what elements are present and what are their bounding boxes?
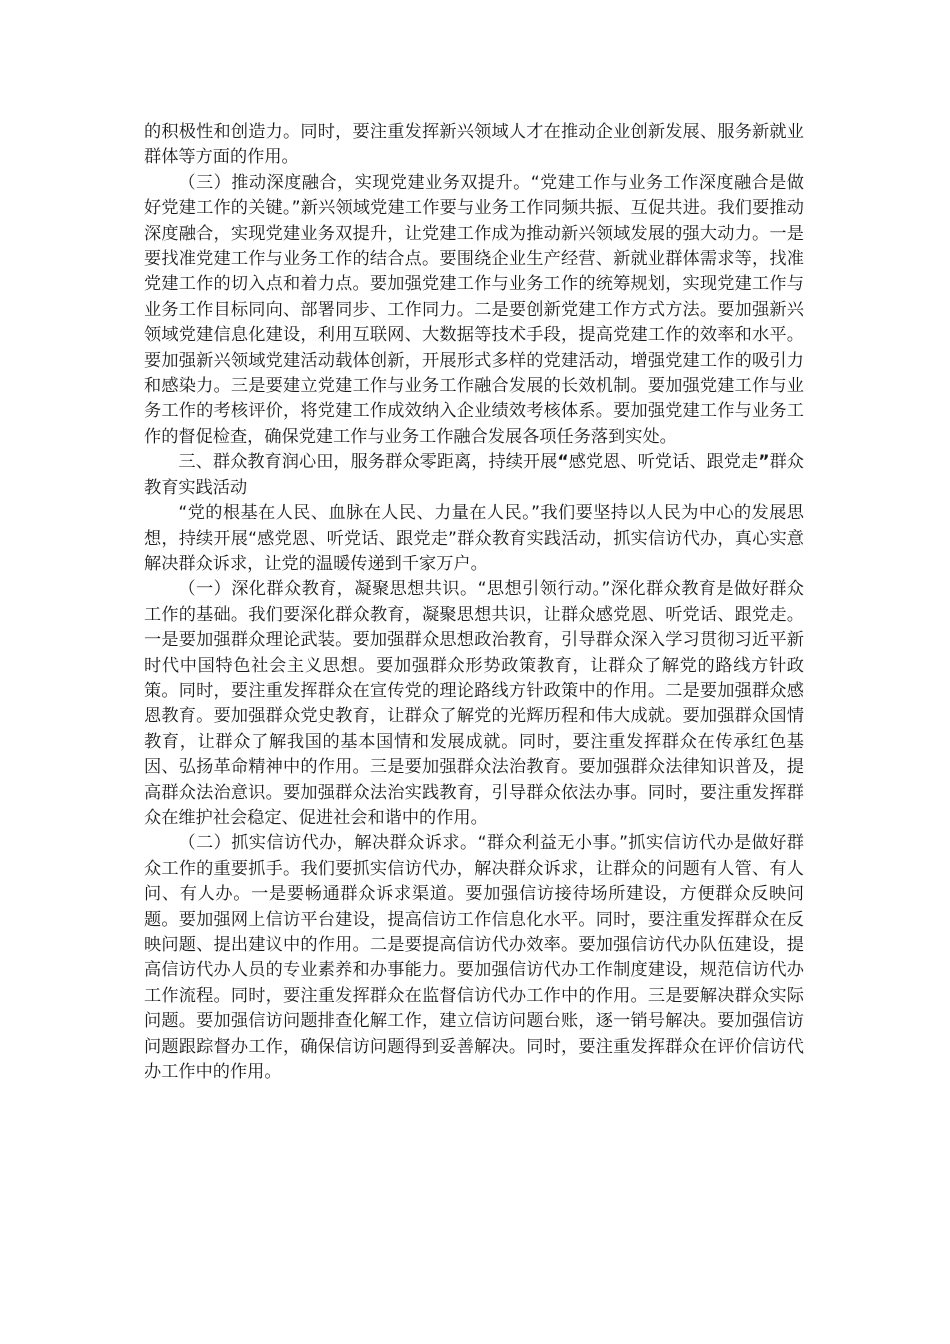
paragraph-subsection-2-petition: （二）抓实信访代办，解决群众诉求。“群众利益无小事。”抓实信访代办是做好群众工作的重要抓手。我们要抓实信访代办，解决群众诉求，让群众的问题有人管、有人问、有人办。一是要畅通群众诉求渠道。要加强信访接待场所建设，方便群众反映问题。要加强网上信访平台建设，提高信访工作信息化水平。同时，要注重发挥群众在反映问题、提出建议中的作用。二是要提高信访代办效率。要加强信访代办队伍建设，提高信访代办人员的专业素养和办事能力。要加强信访代办工作制度建设，规范信访代办工作流程。同时，要注重发挥群众在监督信访代办工作中的作用。三是要解决群众实际问题。要加强信访问题排查化解工作，建立信访问题台账，逐一销号解决。要加强信访问题跟踪督办工作，确保信访问题得到妥善解决。同时，要注重发挥群众在评价信访代办工作中的作用。 — [144, 833, 804, 1083]
heading-open-quote: “ — [557, 452, 569, 473]
section-heading-mass-education — [144, 450, 804, 501]
paragraph-section-3-deep-integration: （三）推动深度融合，实现党建业务双提升。“党建工作与业务工作深度融合是做好党建工作的关键。”新兴领域党建工作要与业务工作同频共振、互促共进。我们要推动深度融合，实现党建业务双提升，让党建工作成为推动新兴领域发展的强大动力。一是要找准党建工作与业务工作的结合点。要围绕企业生产经营、新就业群体需求等，找准党建工作的切入点和着力点。要加强党建工作与业务工作的统筹规划，实现党建工作与业务工作目标同向、部署同步、工作同力。二是要创新党建工作方式方法。要加强新兴领域党建信息化建设，利用互联网、大数据等技术手段，提高党建工作的效率和水平。要加强新兴领域党建活动载体创新，开展形式多样的党建活动，增强党建工作的吸引力和感染力。三是要建立党建工作与业务工作融合发展的长效机制。要加强党建工作与业务工作的考核评价，将党建工作成效纳入企业绩效考核体系。要加强党建工作与业务工作的督促检查，确保党建工作与业务工作融合发展各项任务落到实处。 — [144, 172, 804, 447]
heading-text-part3: 群众教育实践活动 — [144, 452, 804, 498]
paragraph-intro-people-centered: “党的根基在人民、血脉在人民、力量在人民。”我们要坚持以人民为中心的发展思想，持续开展“感党恩、听党话、跟党走”群众教育实践活动，抓实信访代办，真心实意解决群众诉求，让党的温暖传递到千家万户。 — [144, 503, 804, 574]
paragraph-continuation: 的积极性和创造力。同时，要注重发挥新兴领域人才在推动企业创新发展、服务新就业群体等方面的作用。 — [144, 122, 804, 168]
heading-text-part1: 三、群众教育润心田，服务群众零距离，持续开展 — [178, 452, 558, 473]
document-page — [144, 120, 804, 1085]
paragraph-subsection-1-education: （一）深化群众教育，凝聚思想共识。“思想引领行动。”深化群众教育是做好群众工作的基础。我们要深化群众教育，凝聚思想共识，让群众感党恩、听党话、跟党走。一是要加强群众理论武装。要加强群众思想政治教育，引导群众深入学习贯彻习近平新时代中国特色社会主义思想。要加强群众形势政策教育，让群众了解党的路线方针政策。同时，要注重发挥群众在宣传党的理论路线方针政策中的作用。二是要加强群众感恩教育。要加强群众党史教育，让群众了解党的光辉历程和伟大成就。要加强群众国情教育，让群众了解我国的基本国情和发展成就。同时，要注重发挥群众在传承红色基因、弘扬革命精神中的作用。三是要加强群众法治教育。要加强群众法律知识普及，提高群众法治意识。要加强群众法治实践教育，引导群众依法办事。同时，要注重发挥群众在维护社会稳定、促进社会和谐中的作用。 — [144, 579, 804, 828]
heading-close-quote: ” — [758, 452, 770, 473]
heading-text-part2: 感党恩、听党话、跟党走 — [568, 452, 759, 473]
